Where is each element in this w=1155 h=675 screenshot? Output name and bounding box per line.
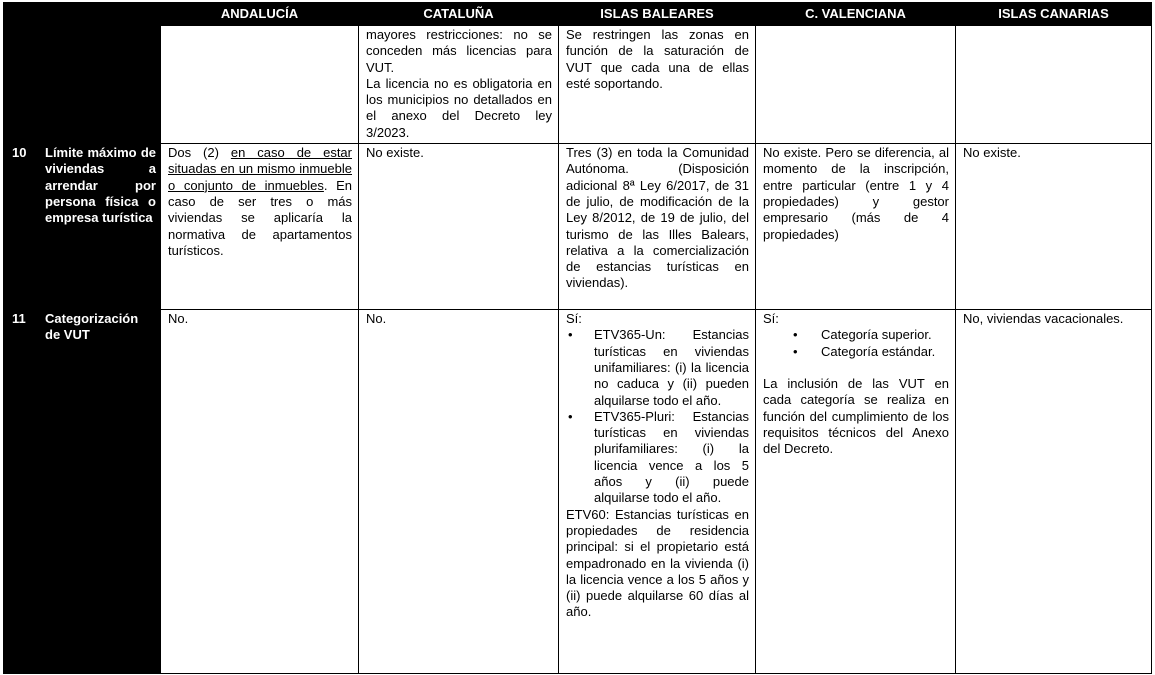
row-number-cell [4,26,40,144]
row-label: Límite máximo de viviendas a arrendar por persona física o empresa turística [40,144,161,310]
header-cataluna: CATALUÑA [359,3,559,26]
baleares-etv60-text: ETV60: Estancias turísticas en propiedades de residencia principal: si el propietario está empadronado en la vivienda (i) la licencia vence a los 5 años y (ii) puede alquilarse 60 días al año. [566,506,749,620]
cell-cataluna [359,26,559,144]
valenciana-category-list [763,327,949,360]
cataluna-licence-text: La licencia no es obligatoria en los municipios no detallados en el anexo del Decreto ley 3/2023. [366,75,552,140]
cell-baleares [559,310,756,674]
header-canarias: ISLAS CANARIAS [956,3,1152,26]
row-number: 11 [4,310,40,674]
header-number-column [4,3,40,26]
header-label-column [40,3,161,26]
andalucia-text-3: . En caso de ser tres o más viviendas se aplicaría la normativa de apartamentos turísticos. [168,177,352,258]
andalucia-text-1: Dos (2) [168,145,231,161]
cell-cataluna: No. [359,310,559,674]
table-row-10 [4,144,1152,310]
cell-canarias: No, viviendas vacacionales. [956,310,1152,674]
row-label-cell [40,26,161,144]
cell-canarias: No existe. [956,144,1152,310]
cell-andalucia [161,144,359,310]
baleares-intro: Sí: [566,311,582,327]
row-number: 10 [4,144,40,310]
cell-canarias [956,26,1152,144]
header-valenciana: C. VALENCIANA [756,3,956,26]
list-item: • ETV365-Pluri: Estancias turísticas en viviendas plurifamiliares: (i) la licencia vence a los 5 años y (ii) puede alquilarse todo el año. [566,409,749,507]
header-andalucia: ANDALUCÍA [161,3,359,26]
cell-baleares: Se restringen las zonas en función de la saturación de VUT que cada una de ellas esté soportando. [559,26,756,144]
regulation-comparison-table [3,2,1152,674]
row-label: Categorización de VUT [40,310,161,674]
cell-baleares: Tres (3) en toda la Comunidad Autónoma. (Disposición adicional 8ª Ley 6/2017, de 31 de julio, de modificación de la Ley 8/2012, de 19 de julio, del turismo de las Illes Balears, relativa a la comercialización de estancias turísticas en viviendas). [559,144,756,310]
spacer [763,360,949,376]
list-item: • ETV365-Un: Estancias turísticas en viviendas unifamiliares: (i) la licencia no caduca y (ii) pueden alquilarse todo el año. [566,327,749,408]
table-row-continuation [4,26,1152,144]
header-row [4,3,1152,26]
cell-valenciana: No existe. Pero se diferencia, al momento de la inscripción, entre particular (entre 1 y 4 propiedades) y gestor empresario (más de 4 propiedades) [756,144,956,310]
andalucia-underlined-text-1: en caso de estar situadas en un mismo inmueble [168,145,352,177]
list-item: • Categoría estándar. [791,344,949,360]
table-row-11 [4,310,1152,674]
cataluna-restrictions-text: mayores restricciones: no se conceden más licencias para VUT. [366,27,552,75]
cell-valenciana [756,310,956,674]
cell-cataluna: No existe. [359,144,559,310]
andalucia-underlined-text-2: o conjunto de inmuebles [168,177,324,193]
cell-andalucia: No. [161,310,359,674]
valenciana-note: La inclusión de las VUT en cada categoría se realiza en función del cumplimiento de los requisitos técnicos del Anexo del Decreto. [763,375,949,457]
baleares-category-list [566,327,749,506]
cell-valenciana [756,26,956,144]
valenciana-intro: Sí: [763,311,779,327]
header-baleares: ISLAS BALEARES [559,3,756,26]
cell-andalucia [161,26,359,144]
list-item: • Categoría superior. [791,327,949,343]
